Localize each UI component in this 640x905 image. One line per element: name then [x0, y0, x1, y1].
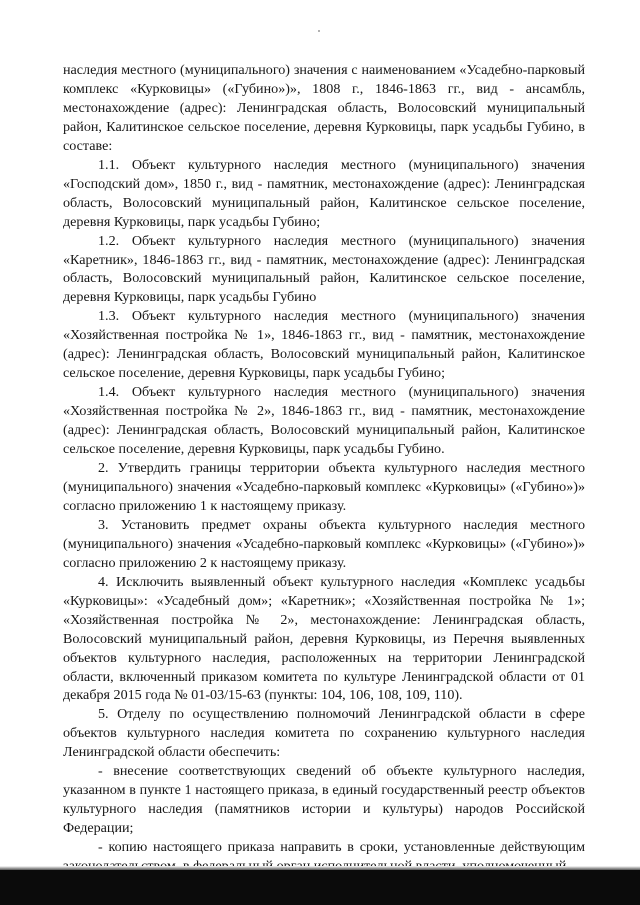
paragraph-1-3: 1.3. Объект культурного наследия местного (муниципального) значения «Хозяйственная постройка № 1», 1846-1863 гг., вид - памятник, местонахождение (адрес): Ленинградская область, Волосовский муниципальный район, Калитинское сельское поселение, деревня Курковицы, парк усадьбы Губино;	[63, 308, 585, 382]
paragraph-1-4: 1.4. Объект культурного наследия местного (муниципального) значения «Хозяйственная постройка № 2», 1846-1863 гг., вид - памятник, местонахождение (адрес): Ленинградская область, Волосовский муниципальный район, Калитинское сельское поселение, деревня Курковицы, парк усадьбы Губино.	[63, 384, 585, 458]
paragraph-5-item-2: - копию настоящего приказа направить в сроки, установленные действующим	[98, 839, 585, 856]
scan-speck	[318, 30, 320, 32]
paragraph-4: 4. Исключить выявленный объект культурного наследия «Комплекс усадьбы «Курковицы»: «Усадебный дом»; «Каретник»; «Хозяйственная постройка № 1»; «Хозяйственная постройка № 2», местонахождение: Ленинградская область, Волосовский муниципальный район, деревня Курковицы, из Перечня выявленных объектов культурного наследия, расположенных на территории Ленинградской области, включенный приказом комитета по культуре Ленинградской области от 01 декабря 2015 года № 01-03/15-63 (пункты: 104, 106, 108, 109, 110).	[63, 573, 585, 704]
paragraph-5-item-1: - внесение соответствующих сведений об объекте культурного наследия, указанном в пункте 1 настоящего приказа, в единый государственный реестр объектов культурного наследия (памятников истории и культуры) народов Российской Федерации;	[63, 763, 585, 837]
paragraph-3: 3. Установить предмет охраны объекта культурного наследия местного (муниципального) значения «Усадебно-парковый комплекс «Курковицы» («Губино»)» согласно приложению 2 к настоящему приказу.	[63, 516, 585, 571]
paragraph-intro: наследия местного (муниципального) значения с наименованием «Усадебно-парковый комплекс «Курковицы» («Губино»)», 1808 г., 1846-1863 гг., вид - ансамбль, местонахождение (адрес): Ленинградская область, Волосовский муниципальный район, Калитинское сельское поселение, деревня Курковицы, парк усадьбы Губино, в составе:	[63, 62, 585, 154]
paragraph-5: 5. Отделу по осуществлению полномочий Ленинградской области в сфере объектов культурного наследия комитета по сохранению культурного наследия Ленинградской области обеспечить:	[63, 706, 585, 761]
paragraph-1-2: 1.2. Объект культурного наследия местного (муниципального) значения «Каретник», 1846-1863 гг., вид - памятник, местонахождение (адрес): Ленинградская область, Волосовский муниципальный район, Калитинское сельское поселение, деревня Курковицы, парк усадьбы Губино	[63, 232, 585, 306]
document-body	[63, 61, 585, 876]
scan-dark-margin	[0, 870, 640, 905]
paragraph-1-1: 1.1. Объект культурного наследия местного (муниципального) значения «Господский дом», 1850 г., вид - памятник, местонахождение (адрес): Ленинградская область, Волосовский муниципальный район, Калитинское сельское поселение, деревня Курковицы, парк усадьбы Губино;	[63, 156, 585, 230]
paragraph-2: 2. Утвердить границы территории объекта культурного наследия местного (муниципального) значения «Усадебно-парковый комплекс «Курковицы» («Губино»)» согласно приложению 1 к настоящему приказу.	[63, 460, 585, 514]
